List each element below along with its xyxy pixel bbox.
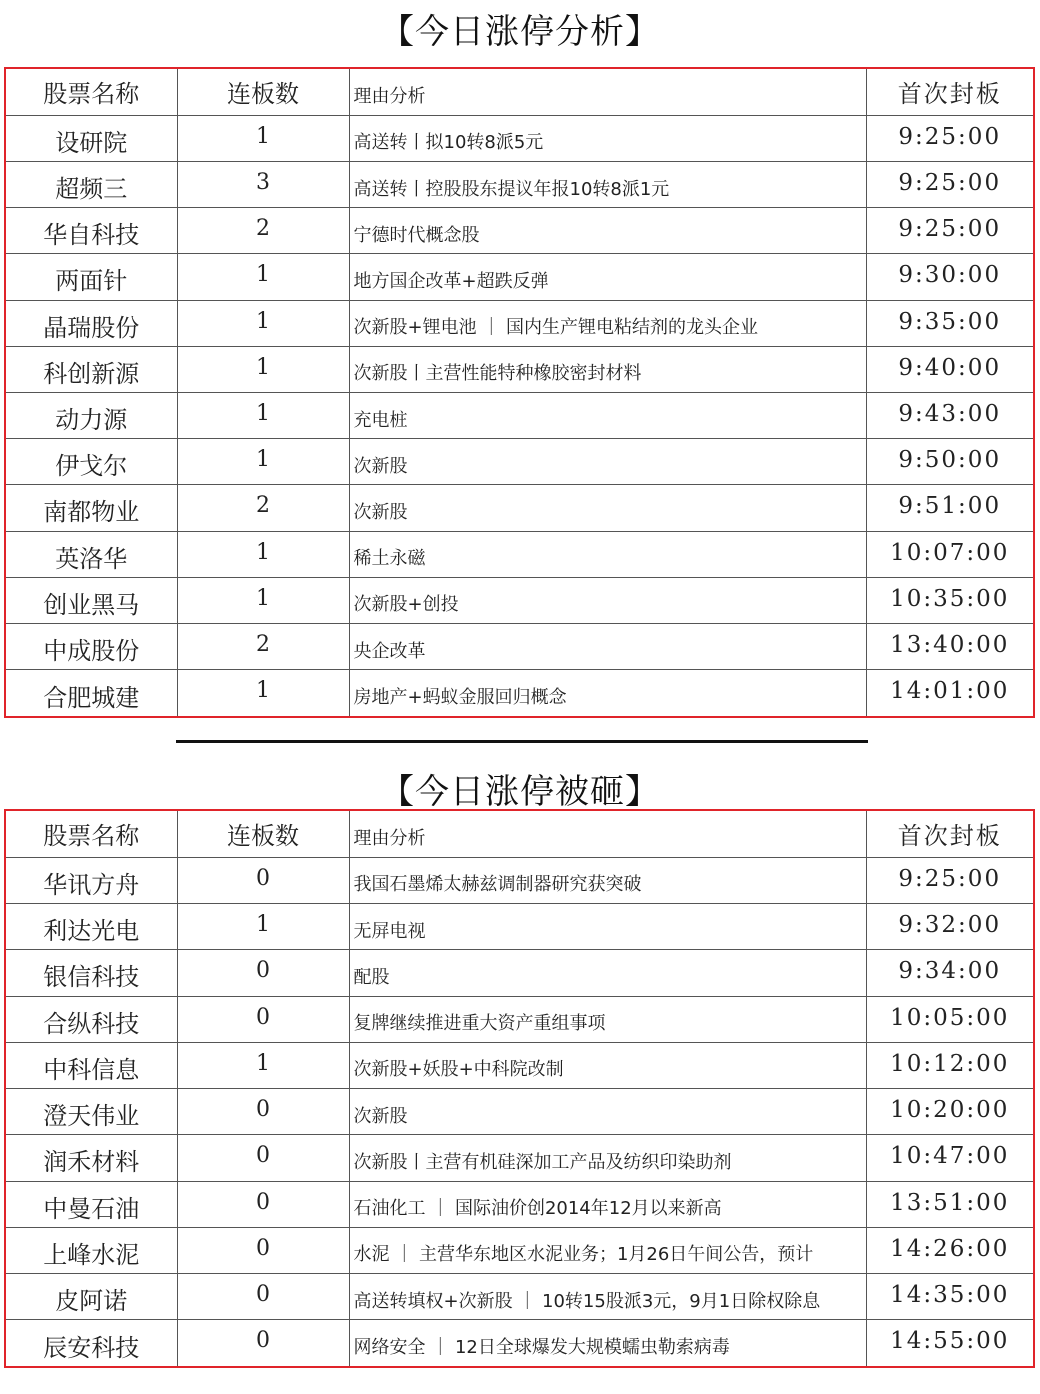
reason-text: 央企改革 <box>349 623 866 669</box>
first-seal-time: 9:25:00 <box>866 857 1033 903</box>
stock-name: 合肥城建 <box>6 670 177 716</box>
first-seal-time: 9:25:00 <box>866 208 1033 254</box>
first-seal-time: 9:40:00 <box>866 346 1033 392</box>
table-row <box>6 161 1033 207</box>
first-seal-time: 9:25:00 <box>866 161 1033 207</box>
consecutive-count: 0 <box>177 996 349 1042</box>
reason-text: 次新股+妖股+中科院改制 <box>349 1042 866 1088</box>
consecutive-count: 2 <box>177 208 349 254</box>
reason-text: 次新股 <box>349 485 866 531</box>
consecutive-count: 0 <box>177 1135 349 1181</box>
limit-up-broken-table <box>4 809 1035 1368</box>
first-seal-time: 9:43:00 <box>866 392 1033 438</box>
header-consecutive-count: 连板数 <box>177 811 349 857</box>
table-row <box>6 531 1033 577</box>
consecutive-count: 0 <box>177 857 349 903</box>
consecutive-count: 0 <box>177 1181 349 1227</box>
table-row <box>6 623 1033 669</box>
header-first-seal-time: 首次封板 <box>866 811 1033 857</box>
stock-name: 中成股份 <box>6 623 177 669</box>
stock-name: 中曼石油 <box>6 1181 177 1227</box>
reason-text: 我国石墨烯太赫兹调制器研究获突破 <box>349 857 866 903</box>
table-row <box>6 392 1033 438</box>
table-row <box>6 670 1033 716</box>
first-seal-time: 9:32:00 <box>866 904 1033 950</box>
reason-text: 稀土永磁 <box>349 531 866 577</box>
consecutive-count: 1 <box>177 904 349 950</box>
stock-name: 皮阿诺 <box>6 1274 177 1320</box>
stock-name: 利达光电 <box>6 904 177 950</box>
limit-up-analysis-table-body <box>6 69 1033 716</box>
table-row <box>6 208 1033 254</box>
consecutive-count: 2 <box>177 485 349 531</box>
consecutive-count: 0 <box>177 950 349 996</box>
header-reason: 理由分析 <box>349 69 866 115</box>
first-seal-time: 10:12:00 <box>866 1042 1033 1088</box>
stock-name: 辰安科技 <box>6 1320 177 1366</box>
reason-text: 房地产+蚂蚁金服回归概念 <box>349 670 866 716</box>
table-row <box>6 1181 1033 1227</box>
table-row <box>6 254 1033 300</box>
reason-text: 地方国企改革+超跌反弹 <box>349 254 866 300</box>
consecutive-count: 1 <box>177 115 349 161</box>
consecutive-count: 1 <box>177 254 349 300</box>
table-row <box>6 950 1033 996</box>
stock-name: 澄天伟业 <box>6 1089 177 1135</box>
table-row <box>6 300 1033 346</box>
first-seal-time: 10:35:00 <box>866 577 1033 623</box>
table-row <box>6 1227 1033 1273</box>
reason-text: 次新股+创投 <box>349 577 866 623</box>
reason-text: 水泥 ｜ 主营华东地区水泥业务；1月26日午间公告，预计 <box>349 1227 866 1273</box>
stock-name: 银信科技 <box>6 950 177 996</box>
stock-name: 设研院 <box>6 115 177 161</box>
stock-name: 两面针 <box>6 254 177 300</box>
reason-text: 次新股丨主营性能特种橡胶密封材料 <box>349 346 866 392</box>
stock-name: 中科信息 <box>6 1042 177 1088</box>
consecutive-count: 1 <box>177 439 349 485</box>
first-seal-time: 10:07:00 <box>866 531 1033 577</box>
stock-name: 华讯方舟 <box>6 857 177 903</box>
consecutive-count: 1 <box>177 300 349 346</box>
consecutive-count: 1 <box>177 1042 349 1088</box>
header-reason: 理由分析 <box>349 811 866 857</box>
consecutive-count: 1 <box>177 531 349 577</box>
stock-name: 英洛华 <box>6 531 177 577</box>
table-row <box>6 346 1033 392</box>
table-header-row <box>6 811 1033 857</box>
table-row <box>6 1135 1033 1181</box>
first-seal-time: 9:50:00 <box>866 439 1033 485</box>
header-stock-name: 股票名称 <box>6 811 177 857</box>
table-row <box>6 904 1033 950</box>
table-row <box>6 1274 1033 1320</box>
first-seal-time: 10:47:00 <box>866 1135 1033 1181</box>
stock-name: 超频三 <box>6 161 177 207</box>
stock-name: 动力源 <box>6 392 177 438</box>
reason-text: 次新股丨主营有机硅深加工产品及纺织印染助剂 <box>349 1135 866 1181</box>
reason-text: 复牌继续推进重大资产重组事项 <box>349 996 866 1042</box>
first-seal-time: 10:05:00 <box>866 996 1033 1042</box>
first-seal-time: 9:34:00 <box>866 950 1033 996</box>
stock-name: 科创新源 <box>6 346 177 392</box>
stock-name: 合纵科技 <box>6 996 177 1042</box>
table-row <box>6 577 1033 623</box>
consecutive-count: 1 <box>177 392 349 438</box>
stock-name: 华自科技 <box>6 208 177 254</box>
header-first-seal-time: 首次封板 <box>866 69 1033 115</box>
first-seal-time: 14:26:00 <box>866 1227 1033 1273</box>
limit-up-analysis-title: 【今日涨停分析】 <box>380 12 660 52</box>
table-row <box>6 1042 1033 1088</box>
consecutive-count: 0 <box>177 1089 349 1135</box>
limit-up-broken-table-body <box>6 811 1033 1366</box>
reason-text: 宁德时代概念股 <box>349 208 866 254</box>
reason-text: 高送转丨控股股东提议年报10转8派1元 <box>349 161 866 207</box>
first-seal-time: 9:25:00 <box>866 115 1033 161</box>
header-consecutive-count: 连板数 <box>177 69 349 115</box>
table-row <box>6 857 1033 903</box>
first-seal-time: 14:55:00 <box>866 1320 1033 1366</box>
consecutive-count: 1 <box>177 346 349 392</box>
first-seal-time: 9:30:00 <box>866 254 1033 300</box>
consecutive-count: 0 <box>177 1274 349 1320</box>
first-seal-time: 13:51:00 <box>866 1181 1033 1227</box>
limit-up-analysis-table <box>4 67 1035 718</box>
stock-name: 上峰水泥 <box>6 1227 177 1273</box>
first-seal-time: 9:35:00 <box>866 300 1033 346</box>
stock-name: 晶瑞股份 <box>6 300 177 346</box>
first-seal-time: 13:40:00 <box>866 623 1033 669</box>
first-seal-time: 14:01:00 <box>866 670 1033 716</box>
section-divider <box>176 740 868 743</box>
consecutive-count: 0 <box>177 1227 349 1273</box>
table-row <box>6 115 1033 161</box>
consecutive-count: 1 <box>177 577 349 623</box>
reason-text: 次新股+锂电池 ｜ 国内生产锂电粘结剂的龙头企业 <box>349 300 866 346</box>
consecutive-count: 2 <box>177 623 349 669</box>
table-row <box>6 439 1033 485</box>
first-seal-time: 14:35:00 <box>866 1274 1033 1320</box>
reason-text: 网络安全 ｜ 12日全球爆发大规模蠕虫勒索病毒 <box>349 1320 866 1366</box>
reason-text: 石油化工 ｜ 国际油价创2014年12月以来新高 <box>349 1181 866 1227</box>
first-seal-time: 9:51:00 <box>866 485 1033 531</box>
consecutive-count: 3 <box>177 161 349 207</box>
reason-text: 充电桩 <box>349 392 866 438</box>
limit-up-broken-title: 【今日涨停被砸】 <box>380 772 660 812</box>
first-seal-time: 10:20:00 <box>866 1089 1033 1135</box>
header-stock-name: 股票名称 <box>6 69 177 115</box>
stock-name: 润禾材料 <box>6 1135 177 1181</box>
reason-text: 次新股 <box>349 439 866 485</box>
reason-text: 配股 <box>349 950 866 996</box>
consecutive-count: 0 <box>177 1320 349 1366</box>
stock-name: 南都物业 <box>6 485 177 531</box>
reason-text: 次新股 <box>349 1089 866 1135</box>
reason-text: 高送转丨拟10转8派5元 <box>349 115 866 161</box>
table-row <box>6 1320 1033 1366</box>
reason-text: 高送转填权+次新股 ｜ 10转15股派3元，9月1日除权除息 <box>349 1274 866 1320</box>
table-row <box>6 1089 1033 1135</box>
table-row <box>6 996 1033 1042</box>
consecutive-count: 1 <box>177 670 349 716</box>
table-row <box>6 485 1033 531</box>
stock-name: 创业黑马 <box>6 577 177 623</box>
stock-name: 伊戈尔 <box>6 439 177 485</box>
reason-text: 无屏电视 <box>349 904 866 950</box>
table-header-row <box>6 69 1033 115</box>
